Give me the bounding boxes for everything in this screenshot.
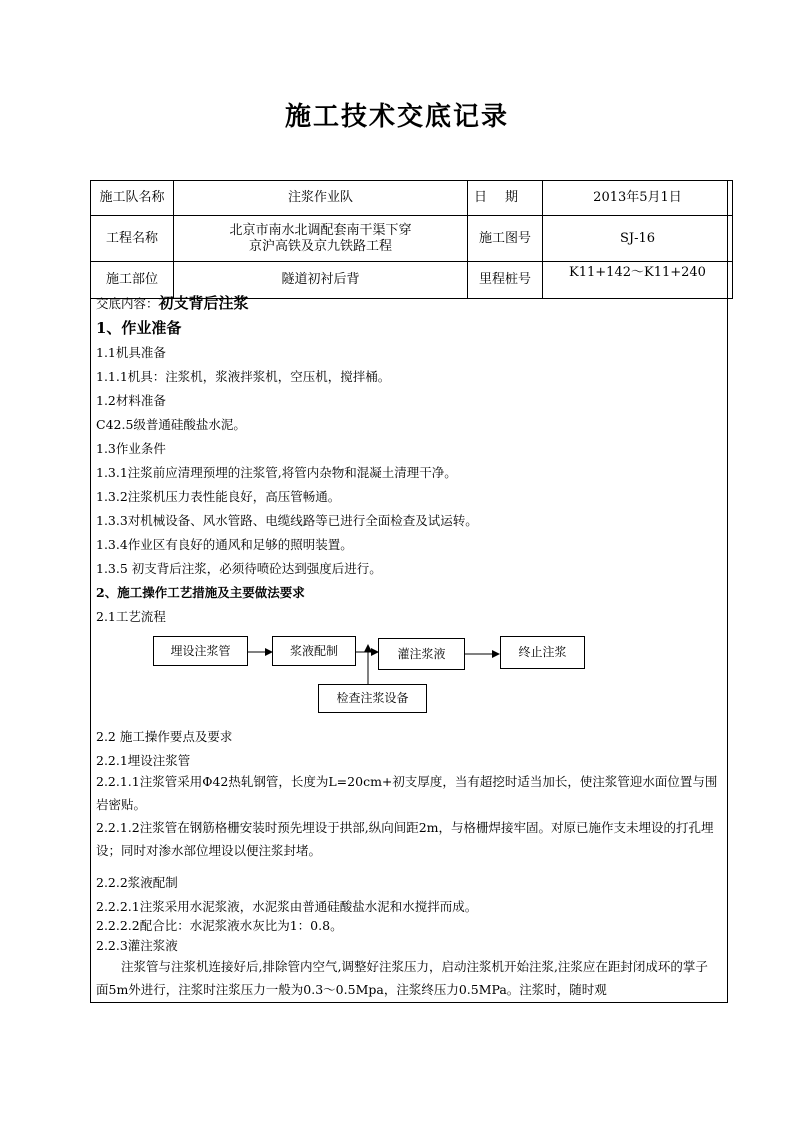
section-2-2-3-text: 注浆管与注浆机连接好后,排除管内空气,调整好注浆压力，启动注浆机开始注浆,注浆应在距封闭成环的掌子面5m外进行，注浆时注浆压力一般为0.3～0.5Mpa，注浆终压力0.5MPa。注浆时，随时观 (96, 959, 708, 997)
section-1-3-2: 1.3.2注浆机压力表性能良好，高压管畅通。 (96, 489, 341, 504)
section-1-2: 1.2材料准备 (96, 393, 166, 408)
section-2-2-2-2: 2.2.2.2配合比：水泥浆液水灰比为1：0.8。 (96, 918, 343, 933)
part-label: 施工部位 (91, 262, 174, 299)
section-1-3-3: 1.3.3对机械设备、风水管路、电缆线路等已进行全面检查及试运转。 (96, 513, 478, 528)
section-1-3-1: 1.3.1注浆前应清理预埋的注浆管,将管内杂物和混凝土清理干净。 (96, 465, 457, 480)
header-row-project (91, 216, 733, 262)
date-value: 2013年5月1日 (543, 181, 733, 216)
mileage-label: 里程桩号 (468, 262, 543, 299)
project-value-line2: 京沪高铁及京九铁路工程 (248, 238, 392, 254)
date-label: 日期 (468, 181, 543, 216)
section-2-2-2-1: 2.2.2.1注浆采用水泥浆液，水泥浆由普通硅酸盐水泥和水搅拌而成。 (96, 899, 478, 914)
section-2-2-1-2: 2.2.1.2注浆管在钢筋格栅安装时预先埋设于拱部,纵向间距2m，与格栅焊接牢固。对原已施作支未埋设的打孔埋设；同时对渗水部位埋设以便注浆封堵。 (96, 820, 714, 858)
part-value: 隧道初衬后背 (174, 262, 468, 299)
section-2-2-2: 2.2.2浆液配制 (96, 875, 178, 890)
section-1-3-4: 1.3.4作业区有良好的通风和足够的照明装置。 (96, 537, 353, 552)
section-2-2-3: 2.2.3灌注浆液 (96, 938, 178, 953)
flow-step-check-equipment: 检查注浆设备 (318, 684, 427, 713)
section-1-3: 1.3作业条件 (96, 441, 166, 456)
flow-step-inject-slurry: 灌注浆液 (378, 638, 465, 670)
flow-step-embed-pipe: 埋设注浆管 (153, 636, 248, 666)
team-label: 施工队名称 (91, 181, 174, 216)
mileage-value: K11+142～K11+240 (543, 262, 733, 299)
section-1-1-1: 1.1.1机具：注浆机，浆液拌浆机，空压机，搅拌桶。 (96, 369, 391, 384)
project-value-line1: 北京市南水北调配套南干渠下穿 (229, 222, 412, 238)
flow-step-mix-slurry: 浆液配制 (272, 636, 356, 666)
drawing-value: SJ-16 (543, 216, 733, 262)
intro-title: 初支背后注浆 (158, 294, 249, 312)
section-2-2-1-1: 2.2.1.1注浆管采用Φ42热轧钢管，长度为L=20cm+初支厚度，当有超挖时适当加长，使注浆管迎水面位置与围岩密贴。 (96, 774, 718, 812)
drawing-label: 施工图号 (468, 216, 543, 262)
section-2-2-1: 2.2.1埋设注浆管 (96, 753, 191, 768)
intro-label: 交底内容： (96, 296, 159, 311)
project-value (174, 216, 468, 262)
header-table (90, 180, 733, 299)
section-2-1: 2.1工艺流程 (96, 609, 166, 624)
section-2-2: 2.2 施工操作要点及要求 (96, 729, 233, 744)
flow-step-stop-grouting: 终止注浆 (500, 636, 585, 669)
header-row-team (91, 181, 733, 216)
project-label: 工程名称 (91, 216, 174, 262)
team-value: 注浆作业队 (174, 181, 468, 216)
section-2-heading: 2、施工操作工艺措施及主要做法要求 (96, 585, 305, 600)
section-1-heading: 1、作业准备 (96, 319, 182, 337)
section-1-2-text: C42.5级普通硅酸盐水泥。 (96, 417, 246, 432)
section-1-1: 1.1机具准备 (96, 345, 166, 360)
page-title: 施工技术交底记录 (284, 102, 509, 132)
intro-line (96, 292, 249, 313)
section-1-3-5: 1.3.5 初支背后注浆，必须待喷砼达到强度后进行。 (96, 561, 382, 576)
